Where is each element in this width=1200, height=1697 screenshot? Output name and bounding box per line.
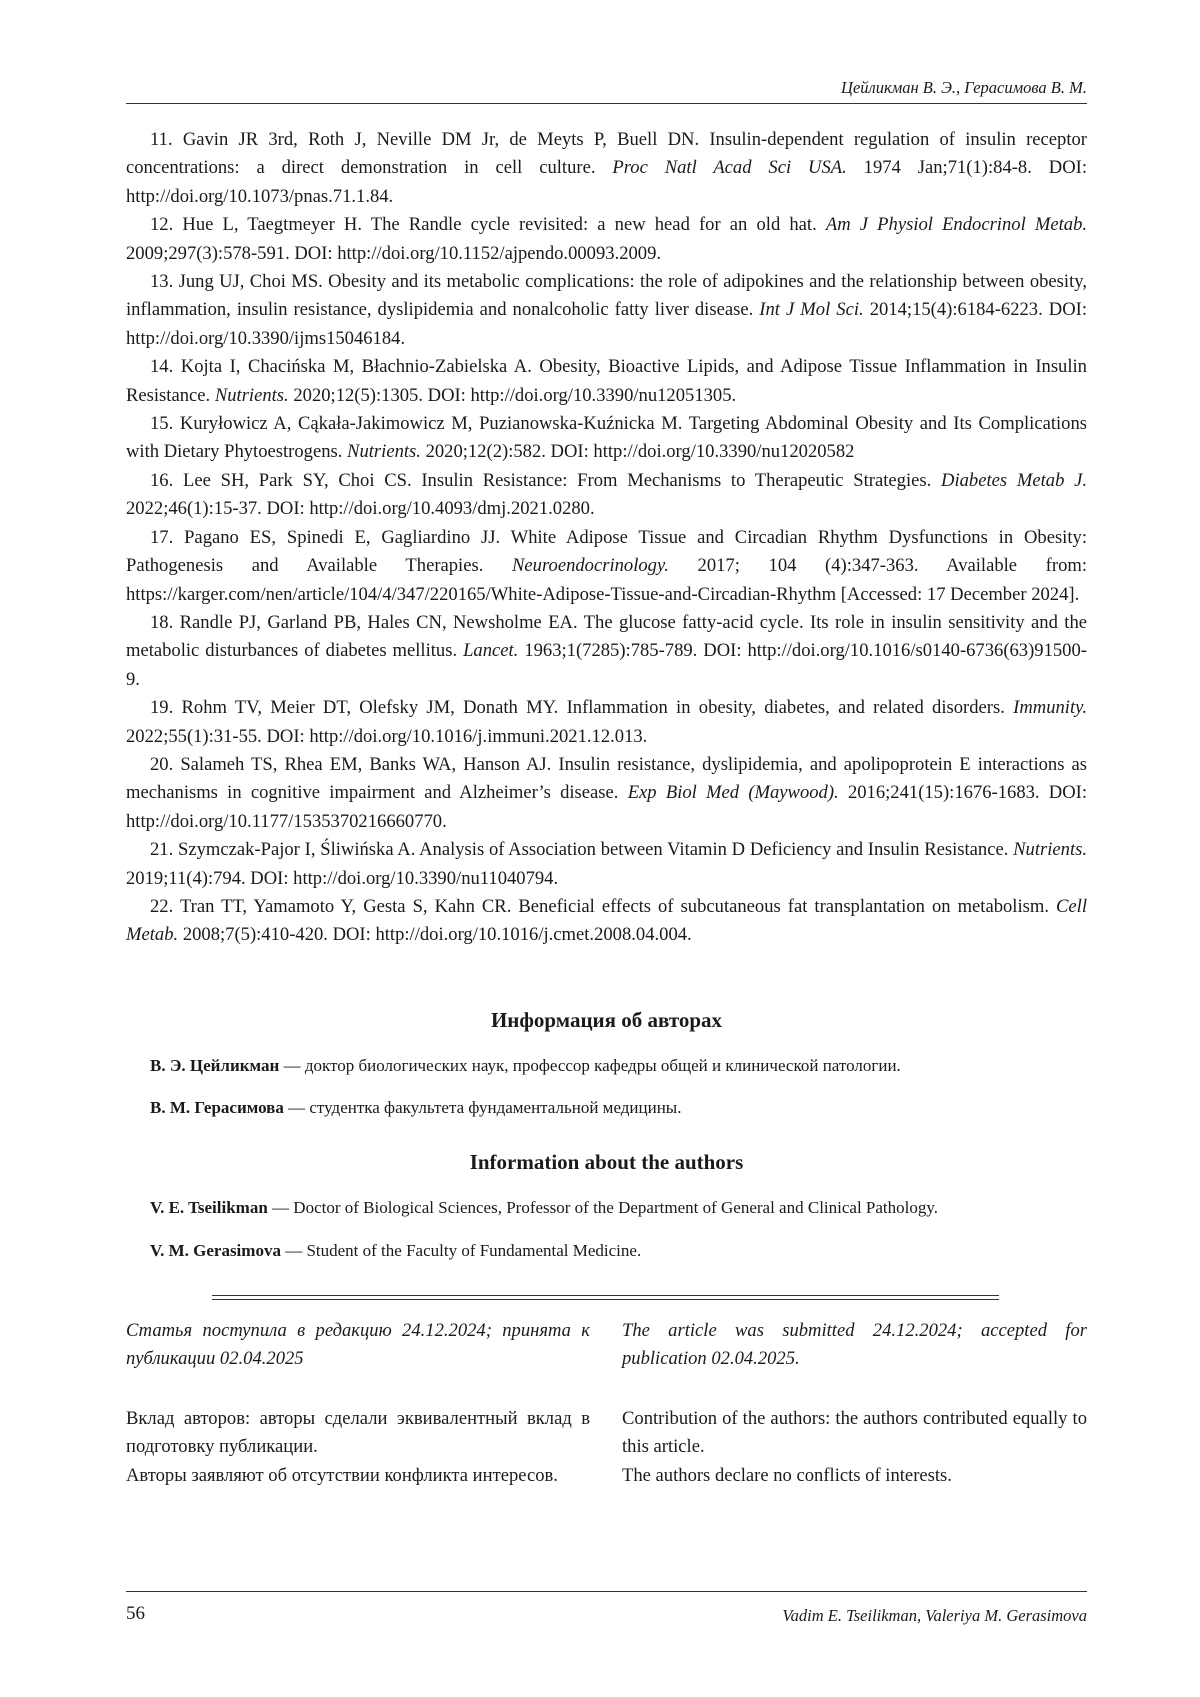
reference-number: 19. bbox=[150, 697, 174, 719]
reference-text: Salameh TS, Rhea EM, Banks WA, Hanson AJ. Insulin resistance, dyslipidemia, and apolipoprotein E interactions as mechanisms in cognitive impairment and Alzheimer’s disease. bbox=[126, 753, 1087, 804]
reference-number: 15. bbox=[150, 413, 174, 435]
reference-journal: Nutrients. bbox=[214, 384, 289, 406]
conflicts-ru: Авторы заявляют об отсутствии конфликта интересов. bbox=[126, 1464, 558, 1486]
reference-journal: Int J Mol Sci. bbox=[759, 299, 864, 321]
reference-details: 2019;11(4):794. DOI: http://doi.org/10.3390/nu11040794. bbox=[126, 867, 559, 889]
author-name: В. Э. Цейликман bbox=[150, 1056, 280, 1075]
reference-text: Hue L, Taegtmeyer H. The Randle cycle revisited: a new head for an old hat. bbox=[182, 214, 817, 236]
reference-journal: Am J Physiol Endocrinol Metab. bbox=[825, 214, 1088, 236]
journal-page bbox=[126, 0, 1087, 1697]
reference-journal: Nutrients. bbox=[1013, 839, 1087, 861]
reference-text: Szymczak-Pajor I, Śliwińska A. Analysis of Association between Vitamin D Deficiency and Insulin Resistance. bbox=[178, 839, 1009, 861]
author-name: В. М. Герасимова bbox=[150, 1098, 284, 1117]
reference-number: 20. bbox=[150, 753, 174, 775]
reference-details: 2017; 104 (4):347-363. Available from: https://karger.com/nen/article/104/4/347/220165/White-Adipose-Tissue-and-Circadian-Rhythm [Accessed: 17 December 2024]. bbox=[126, 555, 1087, 605]
contribution-en: Contribution of the authors: the authors contributed equally to this article. bbox=[622, 1408, 1087, 1458]
reference-journal: Exp Biol Med (Maywood). bbox=[627, 782, 839, 804]
author-info-en bbox=[150, 1198, 1087, 1218]
reference-details: 2022;46(1):15-37. DOI: http://doi.org/10.4093/dmj.2021.0280. bbox=[126, 498, 595, 520]
reference-item bbox=[126, 893, 1087, 950]
reference-journal: Cell Metab. bbox=[126, 895, 1088, 946]
reference-text: Gavin JR 3rd, Roth J, Neville DM Jr, de Meyts P, Buell DN. Insulin-dependent regulation of insulin receptor concentrations: a direct demonstration in cell culture. bbox=[126, 129, 1087, 179]
header-rule bbox=[126, 103, 1087, 104]
reference-list bbox=[126, 126, 1087, 950]
author-info-ru bbox=[150, 1098, 1087, 1118]
reference-details: 2016;241(15):1676-1683. DOI: http://doi.org/10.1177/1535370216660770. bbox=[126, 782, 1088, 832]
author-description: — доктор биологических наук, профессор кафедры общей и клинической патологии. bbox=[279, 1056, 901, 1075]
page-number: 56 bbox=[126, 1603, 145, 1624]
article-dates-ru bbox=[126, 1317, 590, 1374]
submission-info-ru: Статья поступила в редакцию 24.12.2024; принята к публикации 02.04.2025 bbox=[126, 1320, 590, 1370]
reference-text: Jung UJ, Choi MS. Obesity and its metabolic complications: the role of adipokines and the relationship between obesity, inflammation, insulin resistance, dyslipidemia and nonalcoholic fatty liver disease. bbox=[126, 271, 1087, 321]
article-notes-en bbox=[622, 1405, 1087, 1490]
author-description: — Doctor of Biological Sciences, Professor of the Department of General and Clinical Pathology. bbox=[267, 1198, 939, 1217]
reference-text: Rohm TV, Meier DT, Olefsky JM, Donath MY. Inflammation in obesity, diabetes, and related disorders. bbox=[181, 697, 1005, 719]
reference-details: 1963;1(7285):785-789. DOI: http://doi.org/10.1016/s0140-6736(63)91500-9. bbox=[126, 640, 1087, 690]
reference-journal: Lancet. bbox=[463, 640, 519, 662]
reference-number: 17. bbox=[150, 526, 174, 548]
reference-text: Randle PJ, Garland PB, Hales CN, Newsholme EA. The glucose fatty-acid cycle. Its role in insulin sensitivity and the metabolic disturbances of diabetes mellitus. bbox=[126, 611, 1087, 662]
footer-rule bbox=[126, 1591, 1087, 1592]
author-description: — Student of the Faculty of Fundamental Medicine. bbox=[280, 1241, 642, 1260]
reference-number: 11. bbox=[150, 129, 173, 150]
reference-text: Pagano ES, Spinedi E, Gagliardino JJ. White Adipose Tissue and Circadian Rhythm Dysfunctions in Obesity: Pathogenesis and Available Therapies. bbox=[126, 526, 1087, 577]
author-name: V. E. Tseilikman bbox=[150, 1198, 268, 1217]
reference-number: 14. bbox=[150, 356, 174, 378]
reference-details: 2020;12(5):1305. DOI: http://doi.org/10.3390/nu12051305. bbox=[293, 384, 737, 406]
author-name: V. M. Gerasimova bbox=[150, 1241, 281, 1260]
reference-text: Tran TT, Yamamoto Y, Gesta S, Kahn CR. Beneficial effects of subcutaneous fat transplantation on metabolism. bbox=[179, 895, 1049, 917]
section-divider bbox=[212, 1295, 999, 1300]
reference-details: 2009;297(3):578-591. DOI: http://doi.org/10.1152/ajpendo.00093.2009. bbox=[126, 242, 662, 264]
reference-item bbox=[126, 353, 1087, 410]
reference-details: 2014;15(4):6184-6223. DOI: http://doi.org/10.3390/ijms15046184. bbox=[126, 299, 1088, 349]
article-dates-en bbox=[622, 1317, 1087, 1374]
reference-item bbox=[126, 836, 1087, 893]
reference-number: 13. bbox=[150, 271, 174, 293]
reference-journal: Proc Natl Acad Sci USA. bbox=[612, 157, 847, 179]
reference-item bbox=[126, 524, 1087, 609]
reference-item bbox=[126, 410, 1087, 467]
reference-item bbox=[126, 609, 1087, 694]
reference-text: Kojta I, Chacińska M, Błachnio-Zabielska A. Obesity, Bioactive Lipids, and Adipose Tissue Inflammation in Insulin Resistance. bbox=[126, 356, 1087, 406]
author-description: — студентка факультета фундаментальной медицины. bbox=[283, 1098, 682, 1117]
reference-item bbox=[126, 211, 1087, 268]
reference-text: Lee SH, Park SY, Choi CS. Insulin Resistance: From Mechanisms to Therapeutic Strategies. bbox=[183, 469, 932, 491]
running-foot: Vadim E. Tseilikman, Valeriya M. Gerasimova bbox=[782, 1606, 1087, 1625]
reference-item bbox=[126, 467, 1087, 524]
submission-info-en: The article was submitted 24.12.2024; accepted for publication 02.04.2025. bbox=[622, 1320, 1087, 1370]
reference-number: 18. bbox=[150, 611, 174, 633]
reference-journal: Nutrients. bbox=[347, 441, 421, 463]
running-head: Цейликман В. Э., Герасимова В. М. bbox=[841, 78, 1087, 97]
reference-details: 2008;7(5):410-420. DOI: http://doi.org/10.1016/j.cmet.2008.04.004. bbox=[182, 924, 692, 946]
author-info-en bbox=[150, 1241, 1087, 1261]
reference-item bbox=[126, 751, 1087, 836]
contribution-ru: Вклад авторов: авторы сделали эквивалентный вклад в подготовку публикации. bbox=[126, 1408, 590, 1458]
reference-number: 16. bbox=[150, 469, 174, 491]
reference-item bbox=[126, 268, 1087, 353]
reference-details: 1974 Jan;71(1):84-8. DOI: http://doi.org/10.1073/pnas.71.1.84. bbox=[126, 157, 1087, 207]
reference-item bbox=[126, 126, 1087, 211]
reference-number: 21. bbox=[150, 839, 174, 861]
authors-info-title-ru: Информация об авторах bbox=[490, 1008, 723, 1032]
reference-text: Kuryłowicz A, Cąkała-Jakimowicz M, Puzianowska-Kuźnicka M. Targeting Abdominal Obesity and Its Complications with Dietary Phytoestrogens. bbox=[126, 413, 1087, 463]
reference-number: 12. bbox=[150, 214, 174, 236]
reference-number: 22. bbox=[150, 895, 174, 917]
reference-details: 2020;12(2):582. DOI: http://doi.org/10.3390/nu12020582 bbox=[425, 441, 855, 463]
reference-details: 2022;55(1):31-55. DOI: http://doi.org/10.1016/j.immuni.2021.12.013. bbox=[126, 725, 648, 747]
reference-journal: Neuroendocrinology. bbox=[512, 555, 669, 577]
reference-item bbox=[126, 694, 1087, 751]
conflicts-en: The authors declare no conflicts of interests. bbox=[622, 1464, 952, 1486]
author-info-ru bbox=[150, 1056, 1087, 1076]
authors-info-title-en: Information about the authors bbox=[469, 1150, 744, 1174]
reference-journal: Diabetes Metab J. bbox=[941, 469, 1088, 491]
reference-journal: Immunity. bbox=[1013, 697, 1087, 719]
article-notes-ru bbox=[126, 1405, 590, 1490]
